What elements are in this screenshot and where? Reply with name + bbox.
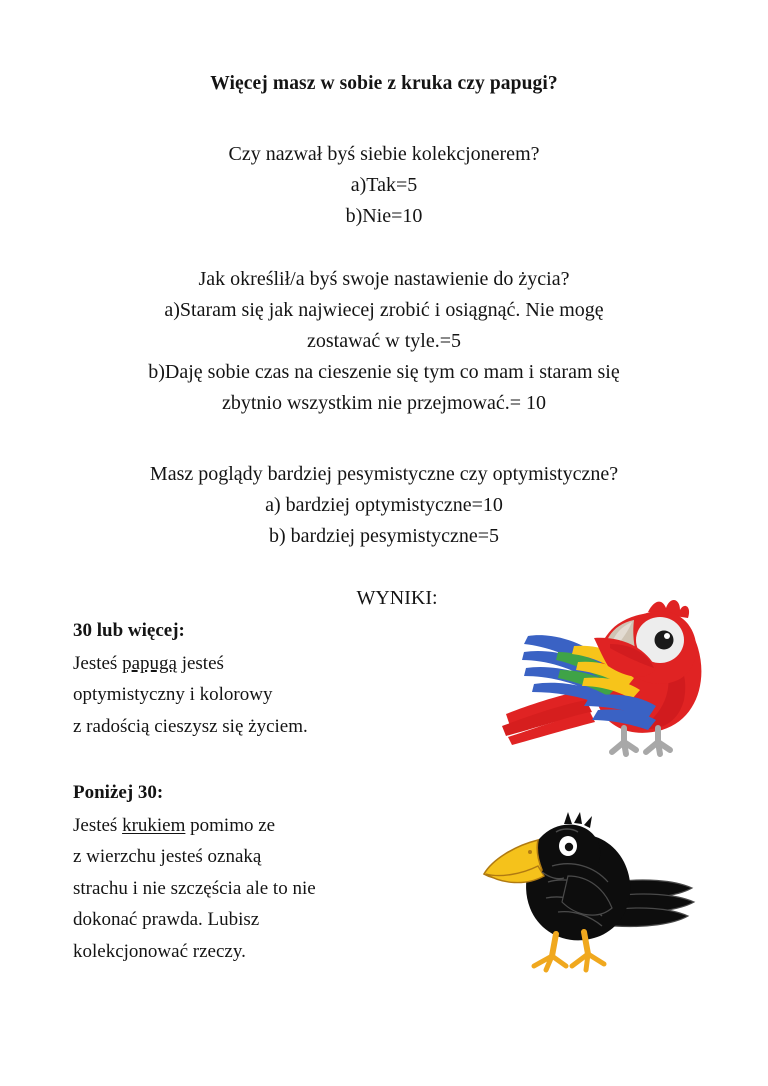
question-option: b)Daję sobie czas na cieszenie się tym co mam i staram się [148,361,620,383]
results-heading: WYNIKI: [356,587,438,609]
highlighted-word: papugą [122,652,177,674]
result-body [73,810,493,968]
parrot-eye-pupil [655,631,674,650]
crow-nostril [528,850,532,854]
question-option: a) bardziej optymistyczne=10 [265,494,503,516]
crow-eye-pupil [565,843,573,851]
question-option: a)Staram się jak najwiecej zrobić i osiągnąć. Nie mogę [164,299,604,321]
result-label: Poniżej 30: [73,782,164,803]
result-block-low [73,777,493,967]
question-prompt: Jak określił/a byś swoje nastawienie do życia? [198,268,570,290]
question-block-3 [0,459,768,552]
question-prompt: Czy nazwał byś siebie kolekcjonerem? [228,143,540,165]
result-line: Jesteś papugą jesteś [73,652,224,674]
question-prompt: Masz poglądy bardziej pesymistyczne czy optymistyczne? [149,463,619,485]
result-line: z radością cieszysz się życiem. [73,715,308,737]
result-line: dokonać prawda. Lubisz [73,909,260,930]
result-line: z wierzchu jesteś oznaką [73,846,262,867]
highlighted-word: krukiem [122,814,186,836]
question-option: b) bardziej pesymistyczne=5 [268,525,500,547]
page-title: Więcej masz w sobie z kruka czy papugi? [210,73,558,94]
result-line: optymistyczny i kolorowy [73,684,273,705]
crow-feet [534,954,604,970]
parrot-tail [502,690,595,745]
question-block-2 [0,264,768,419]
result-body [73,648,493,743]
question-option: zbytnio wszystkim nie przejmować.= 10 [222,392,546,414]
result-line: kolekcjonować rzeczy. [73,940,246,962]
result-label: 30 lub więcej: [73,620,185,641]
question-block-1 [0,139,768,232]
crow-illustration [472,804,700,974]
result-block-high [73,615,493,742]
question-option: a)Tak=5 [350,174,418,196]
result-line: Jesteś krukiem pomimo ze [73,814,276,836]
question-option: zostawać w tyle.=5 [306,330,461,352]
parrot-illustration [498,586,710,758]
result-line: strachu i nie szczęścia ale to nie [73,877,316,899]
question-option: b)Nie=10 [345,205,423,227]
